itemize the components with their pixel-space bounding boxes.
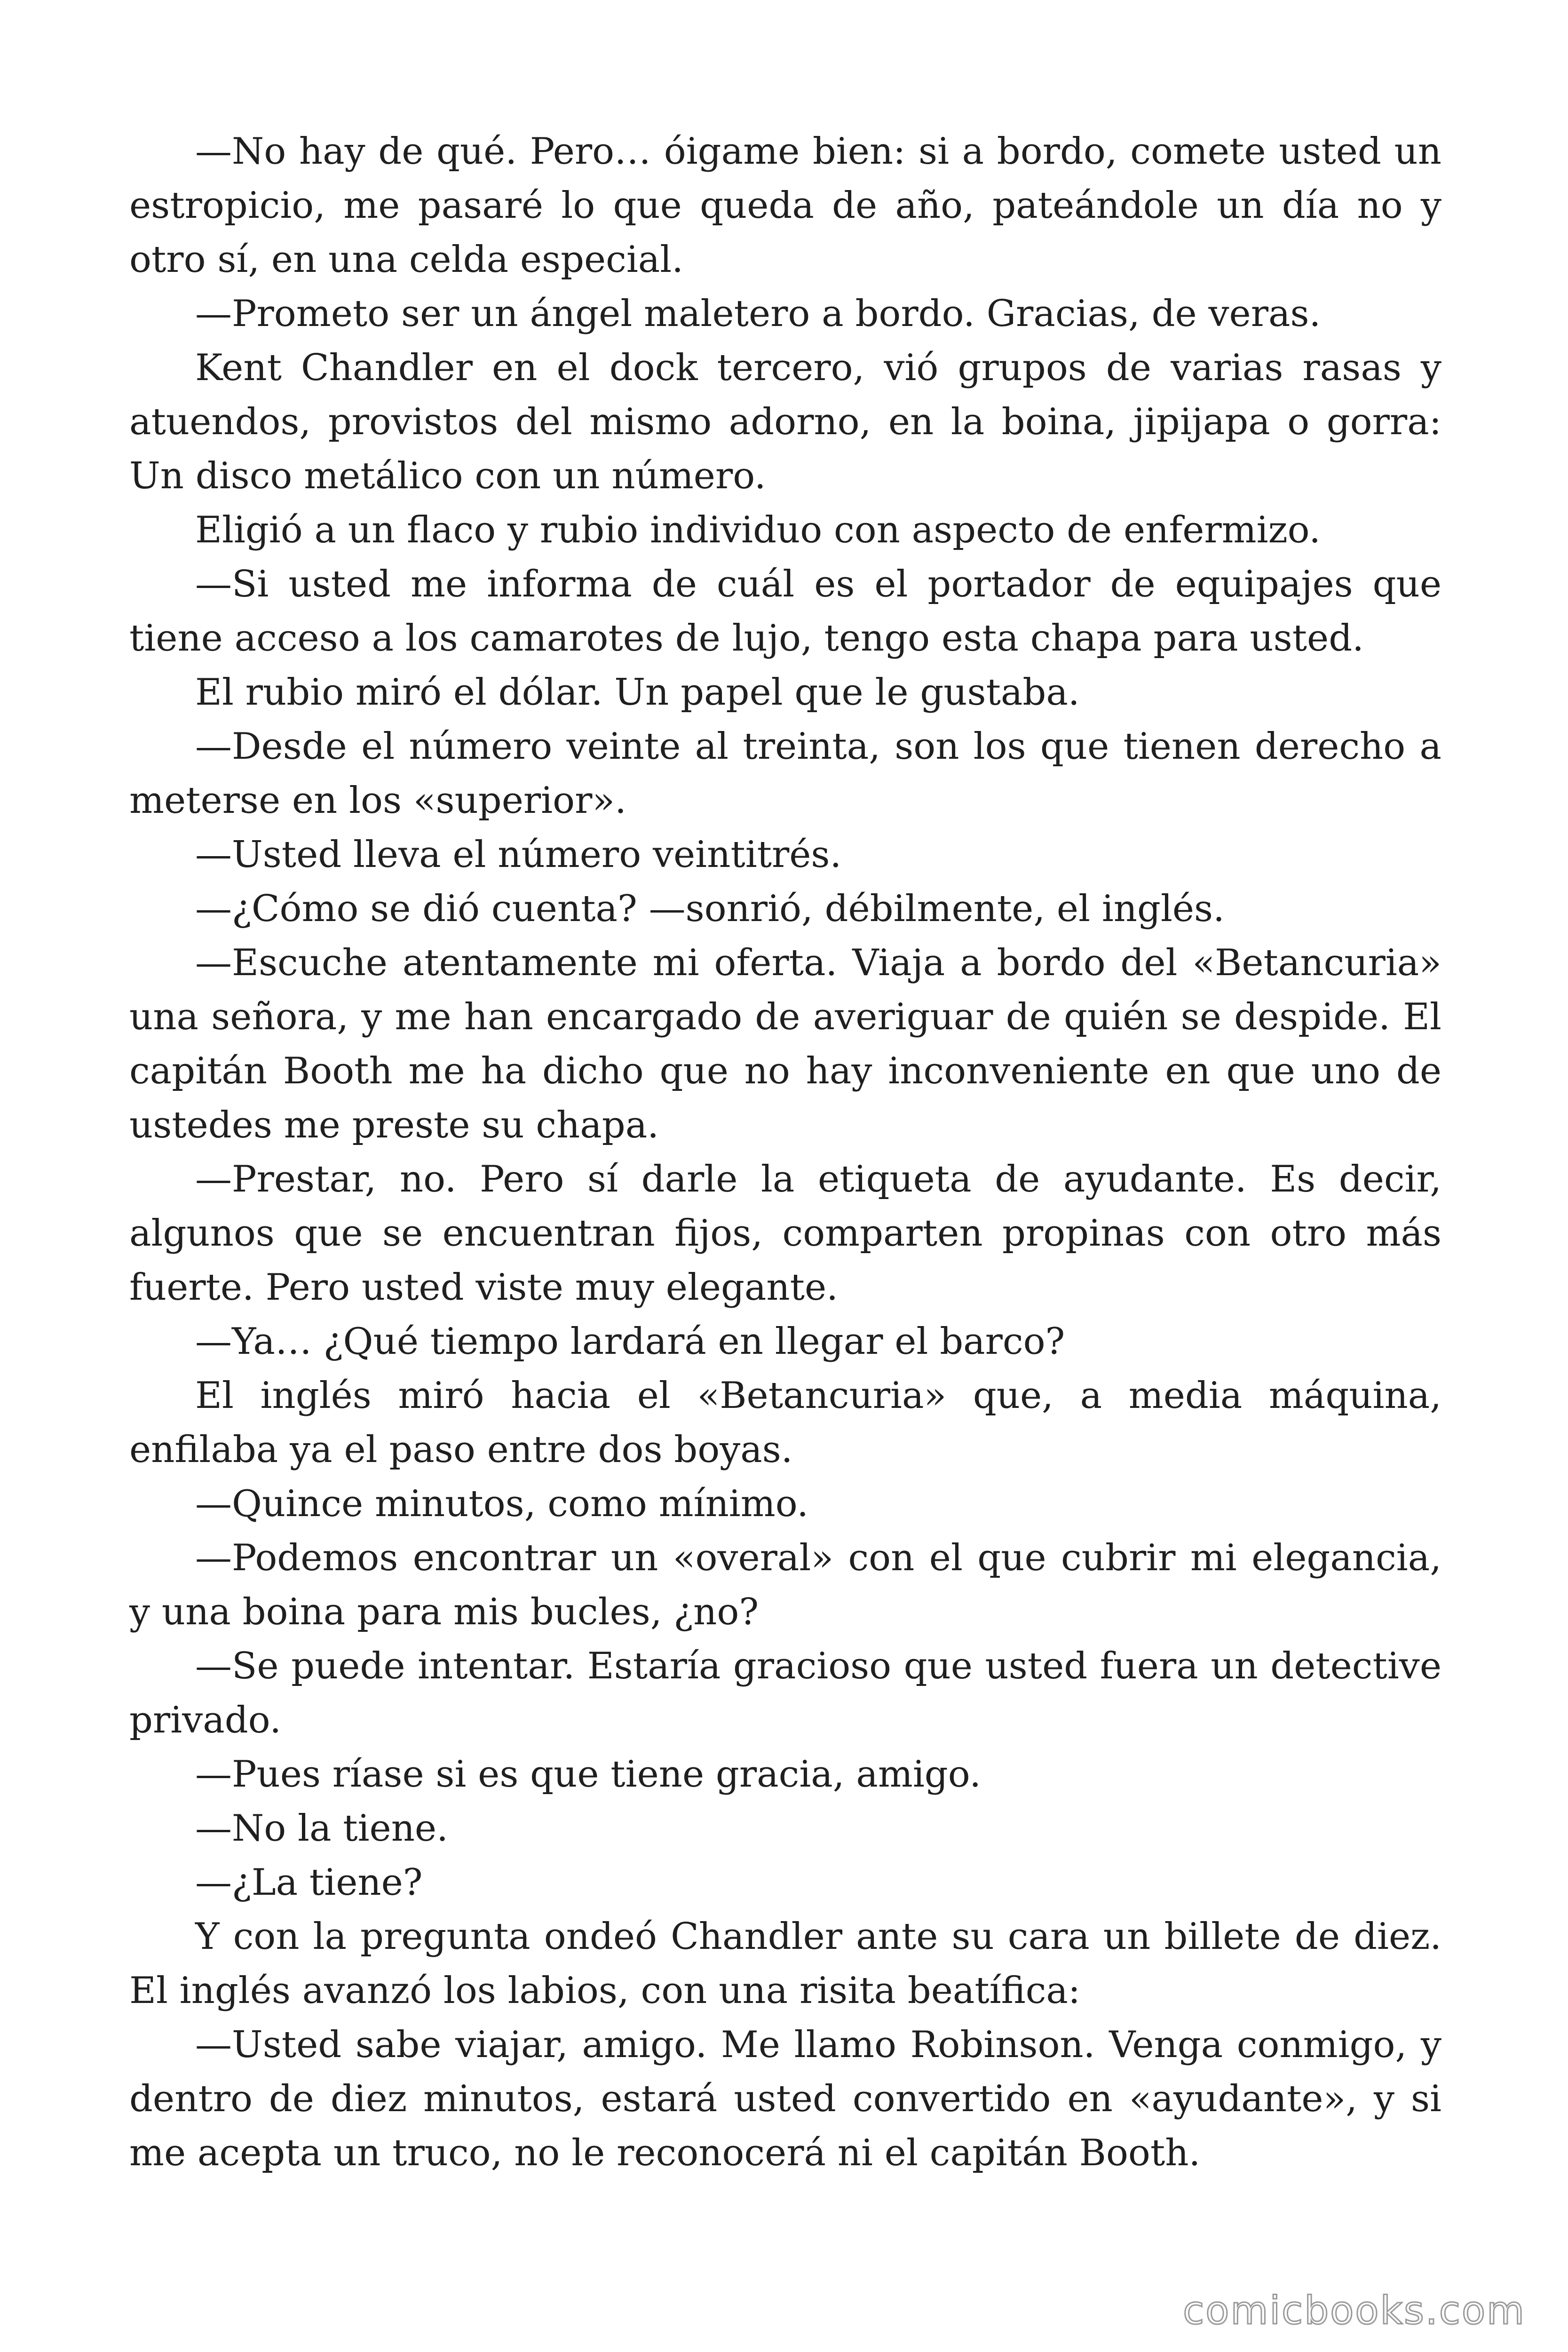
paragraph: —Si usted me informa de cuál es el portador de equipajes que tiene acceso a los camarotes de lujo, tengo esta chapa para usted. — [129, 563, 1441, 660]
paragraph: —Ya… ¿Qué tiempo lardará en llegar el barco? — [195, 1320, 1065, 1363]
paragraph: —Desde el número veinte al treinta, son los que tienen derecho a meterse en los «superior». — [129, 725, 1441, 822]
paragraph: —Usted sabe viajar, amigo. Me llamo Robinson. Venga conmigo, y dentro de diez minutos, estará usted convertido en «ayudante», y si me acepta un truco, no le reconocerá ni el capitán Booth. — [129, 2024, 1441, 2174]
paragraph: —Pues ríase si es que tiene gracia, amigo. — [195, 1753, 982, 1796]
paragraph: —Escuche atentamente mi oferta. Viaja a bordo del «Betancuria» una señora, y me han encargado de averiguar de quién se despide. El capitán Booth me ha dicho que no hay inconveniente en que uno de ustedes me preste su chapa. — [129, 942, 1441, 1146]
paragraph: —No la tiene. — [195, 1807, 448, 1850]
paragraph: —Prestar, no. Pero sí darle la etiqueta de ayudante. Es decir, algunos que se encuentran fijos, comparten propinas con otro más fuerte. Pero usted viste muy elegante. — [129, 1158, 1441, 1309]
paragraph: —¿Cómo se dió cuenta? —sonrió, débilmente, el inglés. — [195, 888, 1225, 930]
paragraph: —Prometo ser un ángel maletero a bordo. Gracias, de veras. — [195, 293, 1321, 335]
paragraph: Eligió a un flaco y rubio individuo con aspecto de enfermizo. — [195, 509, 1321, 551]
paragraph: —Podemos encontrar un «overal» con el que cubrir mi elegancia, y una boina para mis bucles, ¿no? — [129, 1537, 1441, 1633]
page-body-text — [129, 125, 1441, 2180]
paragraph: —Se puede intentar. Estaría gracioso que usted fuera un detective privado. — [129, 1645, 1441, 1741]
paragraph: El rubio miró el dólar. Un papel que le gustaba. — [195, 671, 1080, 714]
watermark: comicbooks.com — [1183, 2288, 1526, 2333]
paragraph: Y con la pregunta ondeó Chandler ante su cara un billete de diez. El inglés avanzó los labios, con una risita beatífica: — [129, 1915, 1441, 2012]
paragraph: —¿La tiene? — [195, 1861, 423, 1904]
paragraph: El inglés miró hacia el «Betancuria» que, a media máquina, enfilaba ya el paso entre dos boyas. — [129, 1375, 1441, 1471]
paragraph: Kent Chandler en el dock tercero, vió grupos de varias rasas y atuendos, provistos del mismo adorno, en la boina, jipijapa o gorra: Un disco metálico con un número. — [129, 347, 1441, 497]
paragraph: —Quince minutos, como mínimo. — [195, 1483, 809, 1525]
paragraph: —No hay de qué. Pero… óigame bien: si a bordo, comete usted un estropicio, me pasaré lo que queda de año, pateándole un día no y otro sí, en una celda especial. — [129, 130, 1441, 281]
paragraph: —Usted lleva el número veintitrés. — [195, 834, 842, 876]
